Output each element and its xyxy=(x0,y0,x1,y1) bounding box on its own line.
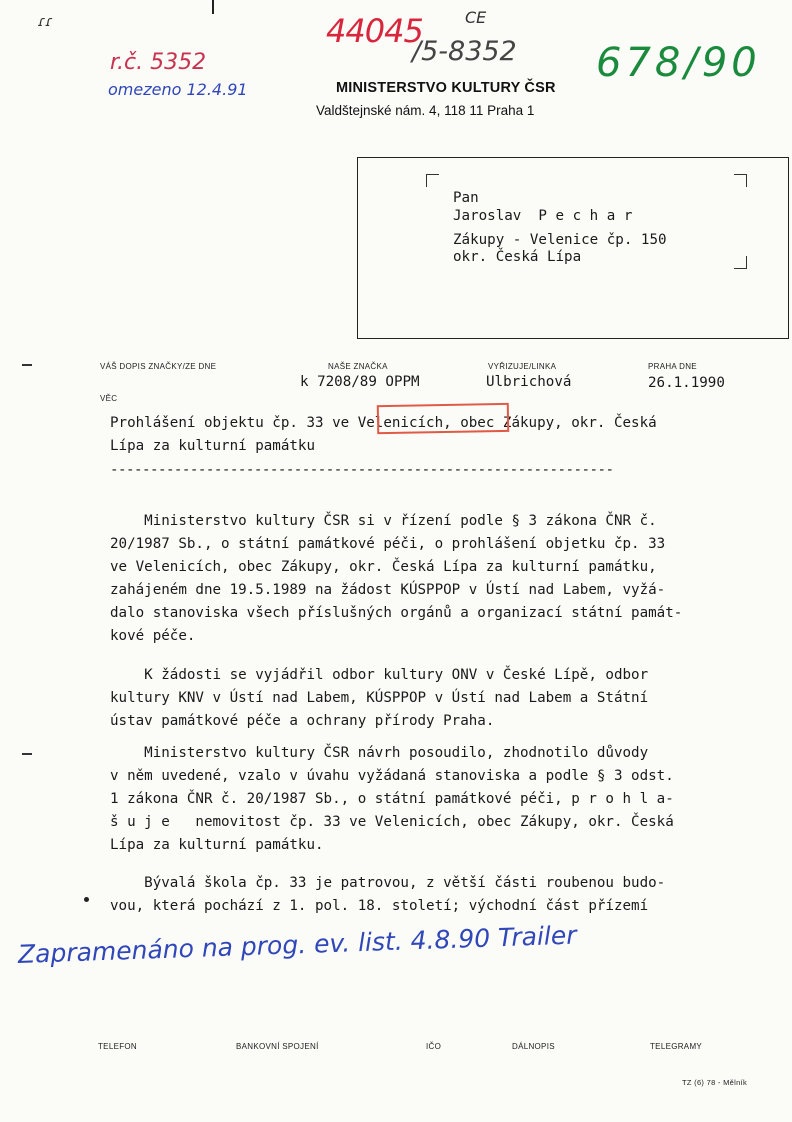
date-value: 26.1.1990 xyxy=(648,375,725,391)
label-vas-dopis: VÁŠ DOPIS ZNAČKY/ZE DNE xyxy=(100,362,217,371)
ministry-address: Valdštejnské nám. 4, 118 11 Praha 1 xyxy=(316,103,535,118)
recipient-line-3: Zákupy - Velenice čp. 150 xyxy=(453,232,667,248)
footer-print-code: TZ (6) 78 - Mělník xyxy=(682,1078,747,1087)
label-praha-dne: PRAHA DNE xyxy=(648,362,697,371)
footer-dalnopis: DÁLNOPIS xyxy=(512,1042,555,1051)
label-vec: VĚC xyxy=(100,394,118,403)
paragraph-2: K žádosti se vyjádřil odbor kultury ONV v České Lípě, odbor kultury KNV v Ústí nad Labem, KÚSPPOP v Ústí nad Labem a Státní ústav památkové péče a ochrany přírody Praha. xyxy=(110,667,649,729)
ref-top-small: CE xyxy=(465,8,487,27)
bullet-dot xyxy=(84,897,89,902)
recipient-line-2: Jaroslav P e c h a r xyxy=(453,208,633,224)
corner-tl xyxy=(426,174,439,187)
corner-br xyxy=(734,256,747,269)
highlight-box xyxy=(377,403,509,434)
label-vyrizuje: VYŘIZUJE/LINKA xyxy=(488,362,557,371)
label-nase-znacka: NAŠE ZNAČKA xyxy=(328,362,388,371)
ministry-title: MINISTERSTVO KULTURY ČSR xyxy=(336,80,556,96)
top-tick xyxy=(212,0,214,14)
paragraph-3: Ministerstvo kultury ČSR návrh posoudilo, zhodnotilo důvody v něm uvedené, vzalo v úvahu vyžádaná stanoviska a podle § 3 odst. 1 zákona ČNR č. 20/1987 Sb., o státní památkové péči, p r o h l a- š u j e nemovitost čp. 33 ve Velenicích, obec Zákupy, okr. Česká Lípa za kulturní památku. xyxy=(110,745,674,853)
left-margin-tick-2 xyxy=(22,753,32,755)
address-window xyxy=(357,157,789,339)
subject-line-1: Prohlášení objektu čp. 33 ve Velenicích, obec Zákupy, okr. Česká xyxy=(110,415,657,431)
nase-znacka-value: k 7208/89 OPPM xyxy=(300,374,420,390)
ref-number-red: 44045 xyxy=(326,12,423,50)
ref-suffix: /5-8352 xyxy=(412,36,517,67)
corner-tr xyxy=(734,174,747,187)
bottom-handwriting: Zapramenáno na prog. ev. list. 4.8.90 Trailer xyxy=(17,920,577,969)
recipient-line-4: okr. Česká Lípa xyxy=(453,249,582,265)
vyrizuje-value: Ulbrichová xyxy=(486,374,572,390)
subject-separator: --------------------------------------------------------------- xyxy=(110,462,614,478)
footer-bankovni: BANKOVNÍ SPOJENÍ xyxy=(236,1042,319,1051)
paragraph-4: Bývalá škola čp. 33 je patrovou, z větší části roubenou budo- vou, která pochází z 1. pol. 18. století; východní část přízemí xyxy=(110,875,666,914)
footer-telegramy: TELEGRAMY xyxy=(650,1042,703,1051)
blue-omezeno: omezeno 12.4.91 xyxy=(108,80,248,99)
blue-rc: r.č. 5352 xyxy=(110,50,207,75)
green-number: 678/90 xyxy=(596,40,761,86)
paragraph-1: Ministerstvo kultury ČSR si v řízení podle § 3 zákona ČNR č. 20/1987 Sb., o státní památkové péči, o prohlášení objetku čp. 33 ve Velenicích, obec Zákupy, okr. Česká Lípa za kulturní památku, zahájeném dne 19.5.1989 na žádost KÚSPPOP v Ústí nad Labem, vyžá- dalo stanoviska všech příslušných orgánů a organizací státní památ- kové péče. xyxy=(110,513,683,644)
left-margin-tick-1 xyxy=(22,364,32,366)
recipient-line-1: Pan xyxy=(453,190,479,206)
top-left-mark: ɾɾ xyxy=(38,14,53,30)
footer-telefon: TELEFON xyxy=(98,1042,137,1051)
subject-line-2: Lípa za kulturní památku xyxy=(110,438,315,454)
footer-ico: IČO xyxy=(426,1042,442,1051)
